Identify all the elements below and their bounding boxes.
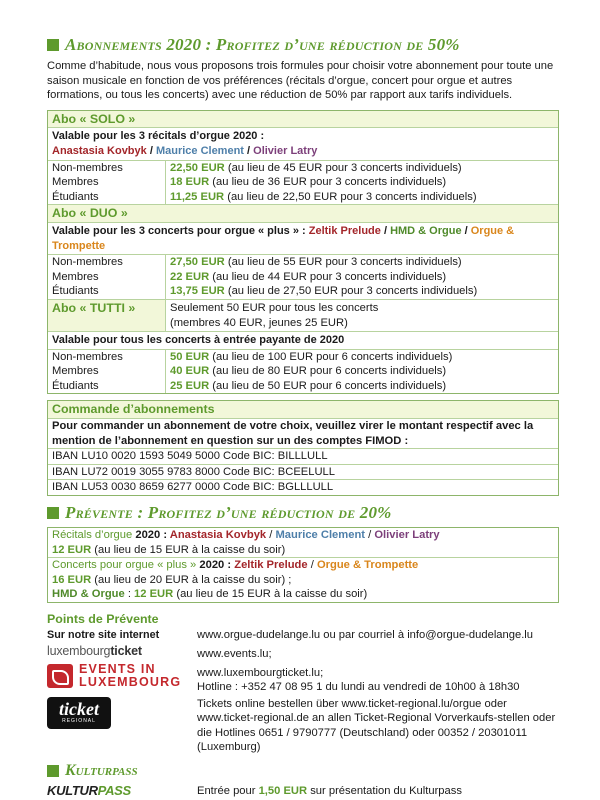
price-detail: (au lieu de 45 EUR pour 3 concerts individuels): [224, 161, 462, 174]
artist-hmd: HMD & Orgue: [52, 588, 125, 601]
eil-line1: EVENTS IN: [79, 661, 156, 676]
price-detail: (au lieu de 80 EUR pour 6 concerts individuels): [209, 365, 447, 378]
abo-tutti-desc: [166, 300, 558, 331]
events-text: www.events.lu;: [197, 647, 272, 660]
abo-solo-prices: [48, 160, 558, 205]
price-values: [166, 255, 558, 299]
square-bullet-icon: [47, 765, 59, 777]
price-detail: (au lieu de 27,50 EUR pour 3 concerts individuels): [224, 285, 478, 298]
commande-box: [47, 400, 559, 496]
commande-title: Commande d’abonnements: [48, 401, 558, 418]
category-label: Non-membres: [52, 256, 123, 269]
artist-zeltik: Zeltik Prelude: [308, 224, 381, 237]
abo-table: [47, 110, 559, 395]
price-line: [170, 364, 554, 379]
abo-duo-valid: Valable pour les 3 concerts pour orgue « plus » : Zeltik Prelude / HMD & Orgue / Orgue & Trompette: [48, 222, 558, 254]
lt-text2: Hotline : +352 47 08 95 1 du lundi au vendredi de 10h00 à 18h30: [197, 681, 520, 694]
commande-text: Pour commander un abonnement de votre choix, veuillez virer le montant respectif avec la mention de l’abonnement en question sur un des comptes FIMOD :: [48, 418, 558, 448]
square-bullet-icon: [47, 39, 59, 51]
artist-trompette: Orgue & Trompette: [52, 224, 515, 252]
price-line: [170, 379, 554, 394]
events-logo-icon: [47, 664, 73, 688]
abo-solo-label: Abo « SOLO »: [48, 111, 558, 128]
artist-latry: Olivier Latry: [253, 144, 318, 157]
category-label: Membres: [52, 365, 99, 378]
lt-text1: www.luxembourgticket.lu;: [197, 666, 324, 679]
abo-tutti-desc1: Seulement 50 EUR pour tous les concerts: [170, 301, 379, 314]
price-line: [170, 161, 554, 176]
separator: :: [124, 588, 135, 601]
price-values: [166, 350, 558, 394]
kp-text-b: sur présentation du Kulturpass: [307, 784, 462, 797]
price-detail: (au lieu de 22,50 EUR pour 3 concerts individuels): [224, 190, 477, 203]
iban-line: IBAN LU53 0030 8659 6277 0000 Code BIC: BGLLLULL: [48, 479, 558, 495]
price-detail: (au lieu de 50 EUR pour 6 concerts individuels): [209, 379, 447, 392]
price-line: [170, 350, 554, 365]
page: [47, 34, 559, 798]
price-value: 1,50 EUR: [258, 784, 308, 797]
internet-label: Sur notre site internet: [47, 628, 160, 641]
abo-tutti-label: Abo « TUTTI »: [48, 300, 166, 331]
lt-text: [197, 666, 559, 695]
ticket-regional-text: Tickets online bestellen über www.ticket-regional.lu/orgue oder www.ticket-regional.de an allen Ticket-Regional Vorverkaufs-stellen oder die Hotlines 0651 / 9790777 (Deutschland) oder 00352 / 20301011 (Luxemburg): [197, 697, 556, 754]
prevente-box: [47, 527, 559, 603]
price-line: [170, 190, 554, 205]
artist-zeltik: Zeltik Prelude: [234, 559, 308, 572]
price-line: [170, 270, 554, 285]
price-detail: (au lieu de 44 EUR pour 3 concerts individuels): [209, 270, 447, 283]
abo-tutti-valid: Valable pour tous les concerts à entrée payante de 2020: [48, 331, 558, 349]
price-value: 22,50 EUR: [170, 161, 225, 174]
price-value: 13,75 EUR: [170, 285, 225, 298]
price-detail: (au lieu de 36 EUR pour 3 concerts individuels): [209, 176, 447, 189]
internet-text: www.orgue-dudelange.lu ou par courriel à info@orgue-dudelange.lu: [197, 628, 534, 641]
artist-kovbyk: Anastasia Kovbyk: [52, 144, 147, 157]
kp-text-a: Entrée pour: [197, 784, 259, 797]
category-label: Non-membres: [52, 161, 123, 174]
ticket-regional-logo: [47, 697, 111, 729]
abo-duo-label: Abo « DUO »: [48, 204, 558, 222]
category-label: Membres: [52, 270, 99, 283]
abo-duo-prices: [48, 254, 558, 299]
events-in-luxembourg-logo: [47, 663, 181, 689]
price-categories: [48, 161, 166, 205]
tr-logo-main: ticket: [59, 699, 99, 720]
points-section: [47, 627, 559, 798]
lt-logo-a: luxembourg: [47, 643, 111, 658]
kp-logo-b: PASS: [97, 782, 131, 798]
price-detail: (au lieu de 55 EUR pour 3 concerts individuels): [224, 256, 462, 269]
iban-line: IBAN LU72 0019 3055 9783 8000 Code BIC: BCEELULL: [48, 464, 558, 480]
kulturpass-title: Kulturpass: [65, 761, 138, 779]
category-label: Non-membres: [52, 350, 123, 363]
price-detail: (au lieu de 15 EUR à la caisse du soir): [91, 543, 286, 556]
price-detail: (au lieu de 20 EUR à la caisse du soir) ;: [91, 573, 292, 586]
abonnements-heading: [47, 34, 559, 56]
abo-duo-valid-text: Valable pour les 3 concerts pour orgue « plus » :: [52, 224, 306, 237]
price-detail: (au lieu de 100 EUR pour 6 concerts individuels): [209, 350, 453, 363]
abo-solo-valid-text: Valable pour les 3 récitals d’orgue 2020 :: [52, 130, 265, 143]
artist-clement: Maurice Clement: [275, 529, 366, 542]
category-label: Étudiants: [52, 379, 99, 392]
points-title: Points de Prévente: [47, 612, 159, 626]
price-value: 22 EUR: [170, 270, 210, 283]
price-value: 18 EUR: [170, 176, 210, 189]
category-label: Étudiants: [52, 190, 99, 203]
prevente-year: 2020 :: [196, 559, 235, 572]
eil-line2: LUXEMBOURG: [79, 674, 182, 689]
artist-latry: Olivier Latry: [374, 529, 440, 542]
price-value: 25 EUR: [170, 379, 210, 392]
abonnements-title: Abonnements 2020 : Profitez d’une réduction de 50%: [65, 35, 460, 54]
price-line: [170, 284, 554, 299]
abo-tutti-header: [48, 299, 558, 331]
prevente-plus: Concerts pour orgue « plus » 2020 : Zeltik Prelude / Orgue & Trompette 16 EUR (au lieu de 20 EUR à la caisse du soir) ; HMD & Orgue : 12 EUR (au lieu de 15 EUR à la caisse du soir): [48, 557, 558, 602]
price-value: 27,50 EUR: [170, 256, 225, 269]
price-value: 12 EUR: [134, 588, 174, 601]
prevente-recitals: Récitals d’orgue 2020 : Anastasia Kovbyk / Maurice Clement / Olivier Latry 12 EUR (au lieu de 15 EUR à la caisse du soir): [52, 529, 440, 556]
price-values: [166, 161, 558, 205]
tr-logo-sub: REGIONAL: [62, 718, 96, 725]
kulturpass-text: [197, 784, 559, 799]
kp-logo-a: KULTUR: [47, 782, 98, 798]
abo-tutti-prices: [48, 349, 558, 394]
lt-logo-b: ticket: [110, 643, 142, 658]
price-value: 11,25 EUR: [170, 190, 225, 203]
price-line: [170, 255, 554, 270]
price-detail: (au lieu de 15 EUR à la caisse du soir): [173, 588, 368, 601]
iban-line: IBAN LU10 0020 1593 5049 5000 Code BIC: BILLLULL: [48, 448, 558, 464]
prevente-plus-label: Concerts pour orgue « plus »: [52, 559, 197, 572]
prevente-recitals-label: Récitals d’orgue: [52, 529, 133, 542]
prevente-year: 2020 :: [132, 529, 170, 542]
price-value: 16 EUR: [52, 573, 92, 586]
artist-clement: Maurice Clement: [155, 144, 244, 157]
price-line: [170, 175, 554, 190]
prevente-heading: [47, 502, 559, 524]
abonnements-intro: Comme d’habitude, nous vous proposons trois formules pour choisir votre abonnement pour toute une saison musicale en fonction de vos préférences (récitals d’orgue, concert pour orgue et autres formations, ou tous les concerts) avec une réduction de 50% par rapport aux tarifs individuels.: [47, 60, 554, 102]
kulturpass-heading: [47, 761, 138, 779]
artist-kovbyk: Anastasia Kovbyk: [169, 529, 267, 542]
price-categories: [48, 350, 166, 394]
kulturpass-logo: [47, 784, 131, 799]
price-value: 40 EUR: [170, 365, 210, 378]
artist-trompette: Orgue & Trompette: [316, 559, 419, 572]
artist-hmd: HMD & Orgue: [390, 224, 462, 237]
abo-solo-valid: Valable pour les 3 récitals d’orgue 2020 : Anastasia Kovbyk / Maurice Clement / Olivier Latry: [48, 127, 558, 159]
category-label: Étudiants: [52, 285, 99, 298]
square-bullet-icon: [47, 507, 59, 519]
abo-tutti-desc2: (membres 40 EUR, jeunes 25 EUR): [170, 316, 348, 329]
eil-text: [79, 663, 181, 689]
luxembourgticket-logo: [47, 644, 142, 659]
category-label: Membres: [52, 176, 99, 189]
price-categories: [48, 255, 166, 299]
price-value: 50 EUR: [170, 350, 210, 363]
price-value: 12 EUR: [52, 543, 92, 556]
prevente-title: Prévente : Profitez d’une réduction de 20%: [65, 503, 392, 523]
